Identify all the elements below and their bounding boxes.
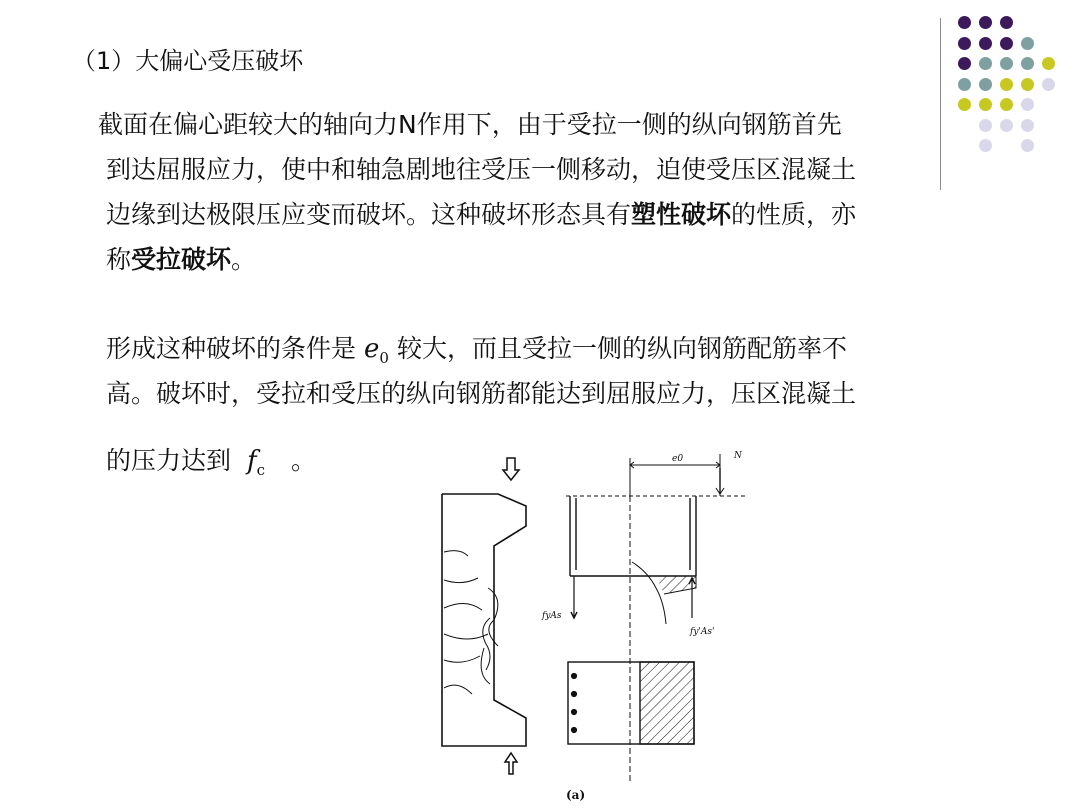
decorative-dot <box>958 98 971 111</box>
decorative-dot <box>1000 78 1013 91</box>
compression-steel-label: fy'As' <box>690 627 715 637</box>
decorative-dot <box>1021 119 1034 132</box>
decorative-dot <box>958 16 971 29</box>
tension-steel-label: fyAs <box>542 611 562 621</box>
decorative-dot <box>979 98 992 111</box>
load-arrow-down-icon <box>503 458 519 480</box>
decorative-dot <box>979 119 992 132</box>
emphasis-plastic-failure: 塑性破坏 <box>631 200 732 229</box>
para2-line1-tail: 较大，而且受拉一侧的纵向钢筋配筋率不 <box>396 334 847 363</box>
axial-force-label: N <box>734 451 742 461</box>
decorative-dot <box>979 57 992 70</box>
math-fc-var: f <box>247 446 257 476</box>
eccentricity-dimension <box>566 454 748 496</box>
para2-line3-text: 的压力达到 <box>106 446 232 475</box>
para2-line3 <box>106 438 316 493</box>
para1-line3-tail: 的性质，亦 <box>731 200 857 229</box>
cross-section <box>568 662 694 744</box>
decorative-dot <box>958 37 971 50</box>
para1-line2: 到达屈服应力，使中和轴急剧地往受压一侧移动，迫使受压区混凝土 <box>106 155 857 184</box>
support-arrow-up-icon <box>505 753 517 774</box>
decorative-dot <box>1021 139 1034 152</box>
math-e0-var: e <box>364 334 380 364</box>
para1-line1: 截面在偏心距较大的轴向力N作用下，由于受拉一侧的纵向钢筋首先 <box>98 110 842 139</box>
para1-line4 <box>106 237 256 282</box>
decorative-dot <box>1042 57 1055 70</box>
para1-line3-text: 边缘到达极限压应变而破坏。这种破坏形态具有 <box>106 200 632 229</box>
para2-line2: 高。破坏时，受拉和受压的纵向钢筋都能达到屈服应力，压区混凝土 <box>106 379 857 408</box>
decorative-dot <box>979 16 992 29</box>
para1-line3 <box>106 192 856 237</box>
decorative-dot <box>1000 98 1013 111</box>
decorative-dot <box>1000 16 1013 29</box>
decorative-dot <box>979 139 992 152</box>
decorative-dot-grid <box>958 16 1058 176</box>
decorative-dot <box>1000 37 1013 50</box>
para1-line4-tail: 。 <box>231 245 257 274</box>
column-failure-figure <box>428 448 768 810</box>
decorative-dot <box>958 78 971 91</box>
eccentricity-label: e0 <box>672 454 684 464</box>
decorative-dot <box>1000 57 1013 70</box>
math-e0 <box>356 334 397 368</box>
emphasis-tension-failure: 受拉破坏 <box>131 245 232 274</box>
math-e0-sub: 0 <box>379 349 389 368</box>
para1-line4-text: 称 <box>106 245 132 274</box>
decorative-dot <box>1021 98 1034 111</box>
decorative-divider-line <box>940 18 941 190</box>
para2-line1-text: 形成这种破坏的条件是 <box>106 334 357 363</box>
column-specimen <box>442 494 526 746</box>
figure-caption: (a) <box>566 788 586 802</box>
decorative-dot <box>1042 78 1055 91</box>
decorative-dot <box>979 78 992 91</box>
decorative-dot <box>958 57 971 70</box>
decorative-dot <box>1021 57 1034 70</box>
decorative-dot <box>1021 37 1034 50</box>
decorative-dot <box>1021 78 1034 91</box>
slide-title: （1）大偏心受压破坏 <box>72 47 304 75</box>
para2-line3-tail: 。 <box>291 446 317 475</box>
math-fc-sub: c <box>256 461 266 480</box>
decorative-dot <box>979 37 992 50</box>
math-fc <box>231 446 273 480</box>
decorative-dot <box>1000 119 1013 132</box>
